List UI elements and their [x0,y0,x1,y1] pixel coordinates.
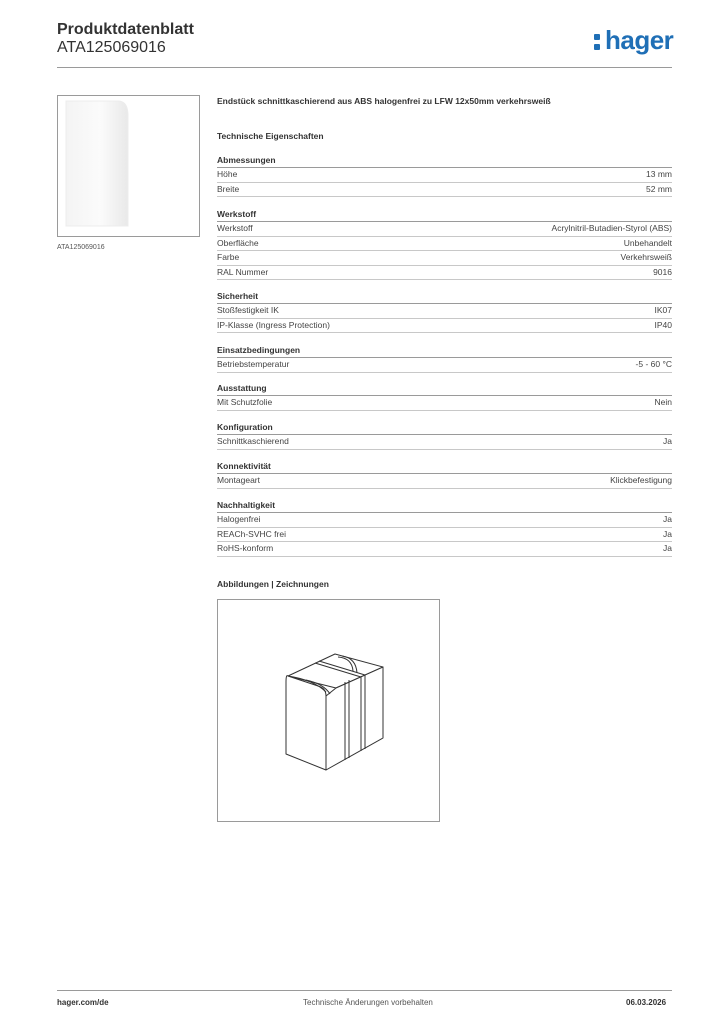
spec-row [217,435,672,450]
section-title: Nachhaltigkeit [217,499,672,513]
spec-row [217,358,672,373]
spec-label: RoHS-konform [217,543,274,553]
section-title: Werkstoff [217,208,672,222]
spec-value: Ja [663,514,672,524]
section-material [217,208,672,280]
section-title: Ausstattung [217,382,672,396]
section-title: Konnektivität [217,460,672,474]
section-connectivity [217,460,672,489]
spec-label: IP-Klasse (Ingress Protection) [217,319,330,330]
spec-value: Verkehrsweiß [620,252,672,262]
section-equipment [217,382,672,411]
spec-label: REACh-SVHC frei [217,528,286,539]
spec-row [217,251,672,266]
figures-heading: Abbildungen | Zeichnungen [217,579,329,589]
end-piece-drawing [218,600,439,821]
spec-label: Oberfläche [217,237,259,248]
spec-row [217,222,672,237]
spec-value: Klickbefestigung [610,475,672,485]
spec-value: Unbehandelt [623,237,672,248]
article-number: ATA125069016 [57,39,166,56]
section-title: Sicherheit [217,290,672,304]
spec-row [217,266,672,281]
spec-label: Werkstoff [217,223,253,233]
spec-value: 13 mm [646,169,672,179]
spec-value: Ja [663,528,672,539]
section-title: Abmessungen [217,154,672,168]
spec-label: Stoßfestigkeit IK [217,305,279,315]
spec-row [217,304,672,319]
spec-label: Schnittkaschierend [217,436,289,446]
product-title: Endstück schnittkaschierend aus ABS halogenfrei zu LFW 12x50mm verkehrsweiß [217,96,551,106]
section-title: Konfiguration [217,421,672,435]
hager-logo: hager [605,25,674,55]
section-configuration [217,421,672,450]
header-divider [57,67,672,68]
spec-label: Betriebstemperatur [217,359,290,369]
section-safety [217,290,672,333]
spec-value: IP40 [654,319,672,330]
spec-value: Ja [663,543,672,553]
spec-label: Höhe [217,169,238,179]
hager-logo-mark [594,34,600,52]
spec-row [217,474,672,489]
spec-row [217,542,672,557]
spec-value: Acrylnitril-Butadien-Styrol (ABS) [551,223,672,233]
spec-value: 9016 [653,266,672,277]
spec-row [217,528,672,543]
footer-disclaimer: Technische Änderungen vorbehalten [303,998,433,1007]
thumbnail-caption: ATA125069016 [57,244,105,251]
spec-label: Halogenfrei [217,514,261,524]
spec-label: Mit Schutzfolie [217,397,273,407]
spec-value: 52 mm [646,183,672,194]
spec-label: Farbe [217,252,240,262]
spec-row [217,183,672,198]
spec-row [217,319,672,334]
spec-value: Nein [654,397,672,407]
footer-website: hager.com/de [57,998,109,1007]
footer-date: 06.03.2026 [626,998,667,1007]
footer-divider [57,990,672,991]
spec-value: -5 - 60 °C [635,359,672,369]
spec-row [217,396,672,411]
section-sustainability [217,499,672,557]
spec-label: RAL Nummer [217,266,269,277]
section-operating-conditions [217,344,672,373]
section-title: Einsatzbedingungen [217,344,672,358]
spec-value: Ja [663,436,672,446]
section-dimensions [217,154,672,197]
technical-drawing [217,599,440,822]
spec-row [217,513,672,528]
spec-row [217,237,672,252]
spec-value: IK07 [654,305,672,315]
spec-label: Breite [217,183,240,194]
spec-label: Montageart [217,475,260,485]
product-thumbnail [57,95,200,237]
product-photo [58,96,199,236]
page-title: Produktdatenblatt [57,21,194,38]
spec-row [217,168,672,183]
tech-properties-heading: Technische Eigenschaften [217,131,324,141]
